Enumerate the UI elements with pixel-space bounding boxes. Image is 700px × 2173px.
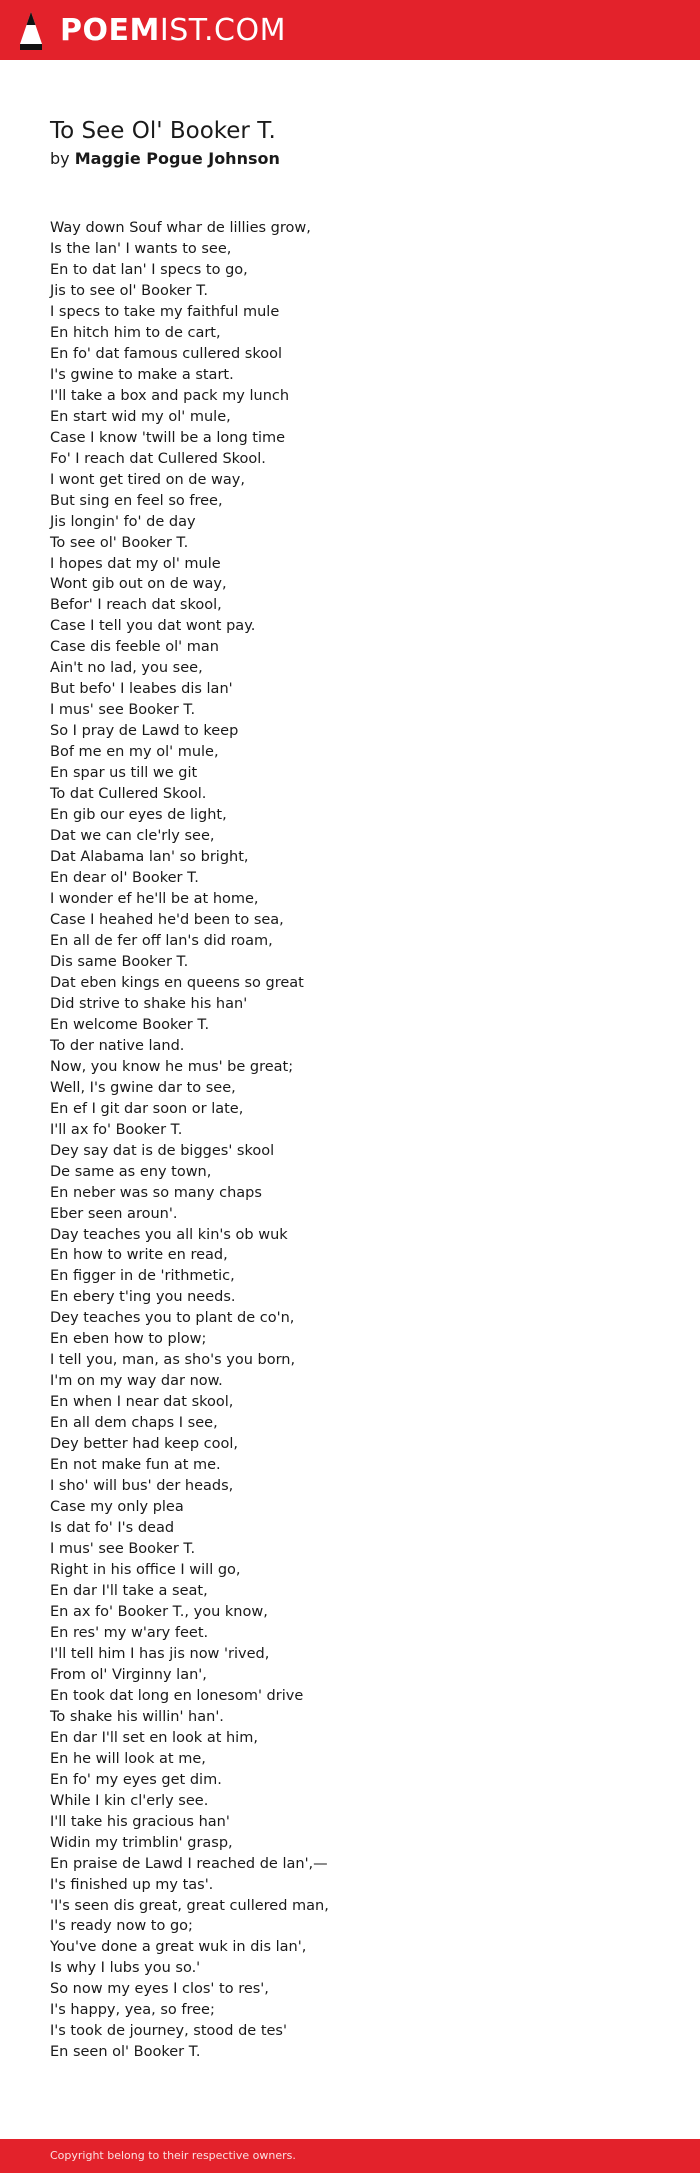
poem-line: I's ready now to go;	[50, 1918, 193, 1935]
poem-line: Case I heahed he'd been to sea,	[50, 911, 284, 928]
poem-line: Dey teaches you to plant de co'n,	[50, 1310, 295, 1327]
poem-line: En praise de Lawd I reached de lan',—	[50, 1855, 328, 1872]
poem-line: I'll ax fo' Booker T.	[50, 1121, 183, 1138]
poem-line: En to dat lan' I specs to go,	[50, 261, 248, 278]
poem-line: I'll take his gracious han'	[50, 1813, 230, 1830]
poem-line: I's finished up my tas'.	[50, 1876, 214, 1893]
poem-line: Dat eben kings en queens so great	[50, 974, 304, 991]
poem-line: I'll tell him I has jis now 'rived,	[50, 1645, 270, 1662]
logo-text	[60, 11, 286, 51]
poem-line: De same as eny town,	[50, 1163, 212, 1180]
poem-line: En gib our eyes de light,	[50, 807, 227, 824]
poem-line: En fo' dat famous cullered skool	[50, 345, 282, 362]
poem-line: I mus' see Booker T.	[50, 1541, 196, 1558]
poem-line: Is the lan' I wants to see,	[50, 240, 232, 257]
poem-line: Eber seen aroun'.	[50, 1205, 178, 1222]
poem-line: Dat we can cle'rly see,	[50, 828, 215, 845]
poem-line: To dat Cullered Skool.	[50, 786, 207, 803]
poem-line: To der native land.	[50, 1037, 185, 1054]
poem-line: Day teaches you all kin's ob wuk	[50, 1226, 288, 1243]
poem-line: I'll take a box and pack my lunch	[50, 387, 290, 404]
by-label: by	[50, 149, 70, 168]
site-footer	[0, 2139, 700, 2173]
poem-body	[50, 218, 650, 2063]
poem-line: En ebery t'ing you needs.	[50, 1289, 236, 1306]
poem-line: I wont get tired on de way,	[50, 471, 245, 488]
poem-line: En took dat long en lonesom' drive	[50, 1687, 304, 1704]
poem-line: To see ol' Booker T.	[50, 534, 189, 551]
poem-line: En dar I'll take a seat,	[50, 1582, 208, 1599]
poem-line: En fo' my eyes get dim.	[50, 1771, 222, 1788]
poem-line: Case I tell you dat wont pay.	[50, 618, 256, 635]
poem-line: While I kin cl'erly see.	[50, 1792, 209, 1809]
poem-line: But befo' I leabes dis lan'	[50, 681, 233, 698]
poem-line: Case I know 'twill be a long time	[50, 429, 286, 446]
poem-line: Well, I's gwine dar to see,	[50, 1079, 236, 1096]
pencil-tip-icon	[18, 11, 44, 51]
poem-line: En dar I'll set en look at him,	[50, 1729, 258, 1746]
poem-line: En not make fun at me.	[50, 1457, 221, 1474]
poem-line: From ol' Virginny lan',	[50, 1666, 207, 1683]
poem-line: Fo' I reach dat Cullered Skool.	[50, 450, 266, 467]
site-logo-link[interactable]	[18, 10, 286, 52]
poem-line: I's took de journey, stood de tes'	[50, 2023, 287, 2040]
poem-line: Widin my trimblin' grasp,	[50, 1834, 233, 1851]
site-header	[0, 0, 700, 60]
author-name: Maggie Pogue Johnson	[74, 149, 280, 168]
poem-line: Befor' I reach dat skool,	[50, 597, 222, 614]
poem-line: I tell you, man, as sho's you born,	[50, 1352, 296, 1369]
poem-line: Dey say dat is de bigges' skool	[50, 1142, 275, 1159]
poem-line: En neber was so many chaps	[50, 1184, 262, 1201]
poem-line: En how to write en read,	[50, 1247, 228, 1264]
poem-line: But sing en feel so free,	[50, 492, 223, 509]
poem-line: I'm on my way dar now.	[50, 1373, 223, 1390]
poem-line: En res' my w'ary feet.	[50, 1624, 209, 1641]
poem-line: En dear ol' Booker T.	[50, 870, 199, 887]
poem-line: En hitch him to de cart,	[50, 324, 221, 341]
poem-line: So I pray de Lawd to keep	[50, 723, 239, 740]
poem-line: En all dem chaps I see,	[50, 1415, 218, 1432]
poem-line: En all de fer off lan's did roam,	[50, 932, 273, 949]
logo-text-bold: POEM	[60, 13, 160, 48]
poem-line: You've done a great wuk in dis lan',	[50, 1939, 307, 1956]
poem-line: Right in his office I will go,	[50, 1562, 241, 1578]
poem-line: I's gwine to make a start.	[50, 366, 234, 383]
poem-line: Now, you know he mus' be great;	[50, 1058, 294, 1075]
poem-line: Case my only plea	[50, 1499, 184, 1516]
poem-line: 'I's seen dis great, great cullered man,	[50, 1897, 329, 1914]
copyright-text: Copyright belong to their respective owners.	[50, 2149, 296, 2162]
poem-line: En welcome Booker T.	[50, 1016, 210, 1033]
poem-line: To shake his willin' han'.	[50, 1708, 224, 1725]
poem-line: Dat Alabama lan' so bright,	[50, 849, 249, 866]
poem-line: Way down Souf whar de lillies grow,	[50, 220, 311, 236]
poem-line: I's happy, yea, so free;	[50, 2002, 215, 2019]
poem-line: So now my eyes I clos' to res',	[50, 1981, 269, 1998]
poem-line: Wont gib out on de way,	[50, 576, 227, 593]
poem-line: En seen ol' Booker T.	[50, 2044, 201, 2061]
poem-line: En spar us till we git	[50, 765, 198, 782]
poem-line: En when I near dat skool,	[50, 1394, 234, 1411]
poem-line: I mus' see Booker T.	[50, 702, 196, 719]
poem-line: En figger in de 'rithmetic,	[50, 1268, 235, 1285]
poem-line: En eben how to plow;	[50, 1331, 207, 1348]
byline	[50, 148, 280, 170]
poem-line: Is dat fo' I's dead	[50, 1520, 175, 1537]
poem-line: Bof me en my ol' mule,	[50, 744, 219, 761]
poem-line: Is why I lubs you so.'	[50, 1960, 201, 1977]
poem-line: En ax fo' Booker T., you know,	[50, 1603, 268, 1620]
poem-line: I hopes dat my ol' mule	[50, 555, 221, 572]
poem-line: En start wid my ol' mule,	[50, 408, 231, 425]
poem-line: I specs to take my faithful mule	[50, 303, 280, 320]
poem-title: To See Ol' Booker T.	[50, 118, 276, 144]
poem-line: En he will look at me,	[50, 1750, 206, 1767]
poem-line: I wonder ef he'll be at home,	[50, 891, 259, 907]
poem-line: Case dis feeble ol' man	[50, 639, 219, 656]
poem-line: Did strive to shake his han'	[50, 995, 248, 1012]
poem-line: Dey better had keep cool,	[50, 1436, 239, 1453]
logo-text-light: IST.COM	[159, 13, 286, 48]
poem-line: Dis same Booker T.	[50, 953, 189, 970]
poem-line: En ef I git dar soon or late,	[50, 1100, 244, 1117]
poem-line: Jis to see ol' Booker T.	[50, 282, 208, 299]
poem-line: Ain't no lad, you see,	[50, 660, 203, 677]
poem-line: Jis longin' fo' de day	[50, 513, 196, 530]
poem-line: I sho' will bus' der heads,	[50, 1478, 234, 1495]
